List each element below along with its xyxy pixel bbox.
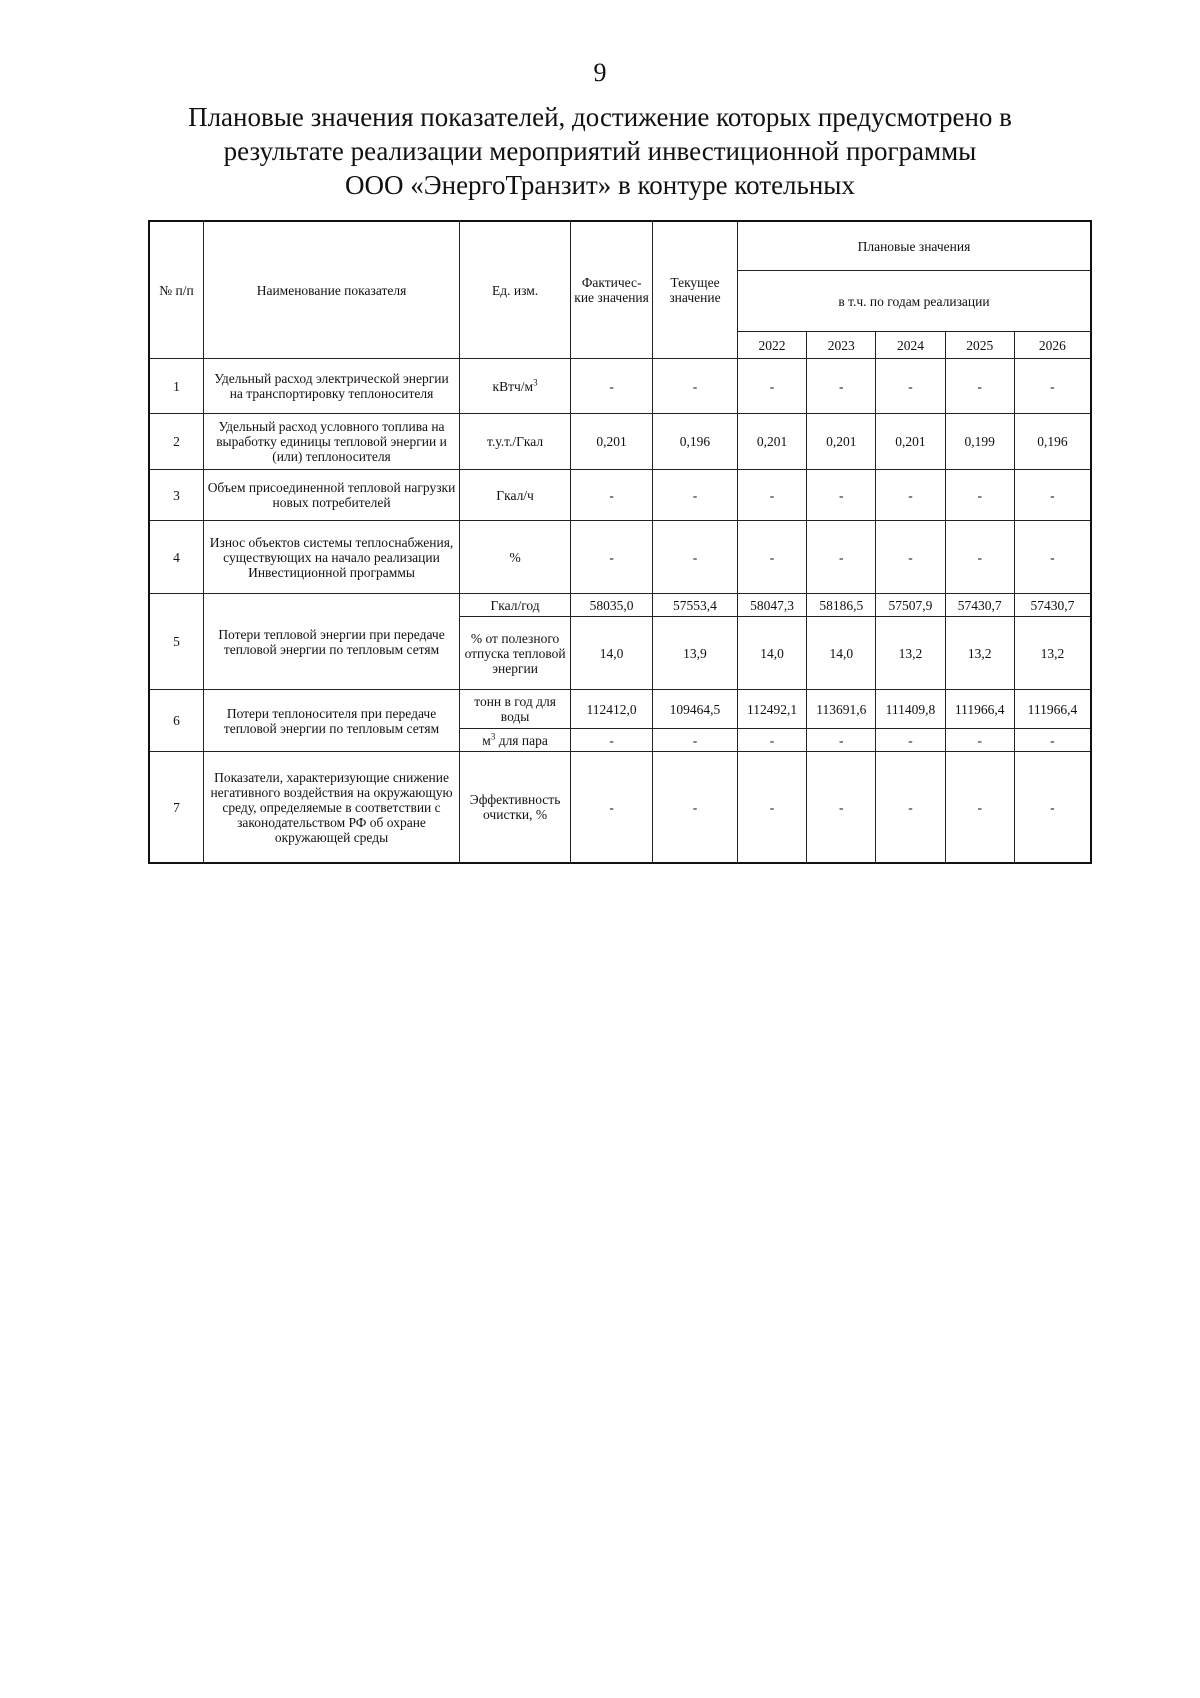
row-year-value: 58186,5 [807, 594, 876, 617]
row-year-value: 13,2 [1014, 617, 1091, 690]
row-num: 3 [149, 470, 204, 521]
row-year-value: - [807, 752, 876, 864]
row-year-value: 111966,4 [945, 690, 1014, 729]
row-name: Износ объектов системы теплоснабжения, существующих на начало реализации Инвестиционной программы [204, 521, 460, 594]
row-year-value: 0,199 [945, 414, 1014, 470]
row-year-value: - [876, 521, 945, 594]
row-unit: % от полезного отпуска тепловой энергии [459, 617, 570, 690]
title-line-1: Плановые значения показателей, достижение которых предусмотрено в [188, 102, 1012, 132]
row-year-value: - [1014, 752, 1091, 864]
row-actual: 14,0 [571, 617, 653, 690]
header-year-2022: 2022 [737, 332, 806, 359]
row-unit: $м^3$ для пара [459, 729, 570, 752]
header-unit: Ед. изм. [459, 221, 570, 359]
row-unit: т.у.т./Гкал [459, 414, 570, 470]
row-actual: 112412,0 [571, 690, 653, 729]
header-planned: Плановые значения [737, 221, 1091, 271]
row-actual: - [571, 521, 653, 594]
row-year-value: - [737, 752, 806, 864]
row-current: 0,196 [652, 414, 737, 470]
row-year-value: 14,0 [737, 617, 806, 690]
row-name: Потери тепловой энергии при передаче тепловой энергии по тепловым сетям [204, 594, 460, 690]
row-num: 7 [149, 752, 204, 864]
row-year-value: 57507,9 [876, 594, 945, 617]
row-num: 2 [149, 414, 204, 470]
row-year-value: - [807, 359, 876, 414]
row-current: - [652, 729, 737, 752]
row-current: - [652, 521, 737, 594]
row-year-value: - [737, 359, 806, 414]
table-row [149, 752, 1091, 864]
header-num: № п/п [149, 221, 204, 359]
row-actual: - [571, 752, 653, 864]
row-year-value: - [876, 470, 945, 521]
row-year-value: 113691,6 [807, 690, 876, 729]
row-year-value: 14,0 [807, 617, 876, 690]
row-name: Показатели, характеризующие снижение негативного воздействия на окружающую среду, определяемые в соответствии с законодательством РФ об охране окружающей среды [204, 752, 460, 864]
row-year-value: - [945, 470, 1014, 521]
row-year-value: - [945, 521, 1014, 594]
row-year-value: 13,2 [945, 617, 1014, 690]
row-name: Удельный расход условного топлива на выработку единицы тепловой энергии и (или) теплоносителя [204, 414, 460, 470]
row-current: 13,9 [652, 617, 737, 690]
row-year-value: - [807, 521, 876, 594]
row-year-value: 111966,4 [1014, 690, 1091, 729]
row-year-value: - [737, 729, 806, 752]
row-year-value: - [945, 752, 1014, 864]
row-current: - [652, 470, 737, 521]
row-unit: Эффективность очистки, % [459, 752, 570, 864]
row-year-value: 57430,7 [1014, 594, 1091, 617]
row-year-value: - [807, 729, 876, 752]
row-num: 6 [149, 690, 204, 752]
header-current: Текущее значение [652, 221, 737, 359]
row-year-value: 57430,7 [945, 594, 1014, 617]
row-year-value: - [945, 359, 1014, 414]
row-current: 57553,4 [652, 594, 737, 617]
table-row [149, 359, 1091, 414]
row-year-value: - [876, 359, 945, 414]
row-actual: - [571, 359, 653, 414]
row-current: - [652, 752, 737, 864]
row-year-value: - [737, 521, 806, 594]
row-year-value: - [1014, 359, 1091, 414]
row-unit: тонн в год для воды [459, 690, 570, 729]
row-actual: 0,201 [571, 414, 653, 470]
row-num: 5 [149, 594, 204, 690]
row-year-value: 0,201 [876, 414, 945, 470]
row-actual: 58035,0 [571, 594, 653, 617]
row-year-value: 0,201 [807, 414, 876, 470]
row-year-value: 13,2 [876, 617, 945, 690]
row-unit: Гкал/год [459, 594, 570, 617]
row-year-value: 58047,3 [737, 594, 806, 617]
row-name: Объем присоединенной тепловой нагрузки новых потребителей [204, 470, 460, 521]
page-number: 9 [593, 58, 607, 87]
table-row [149, 414, 1091, 470]
row-num: 1 [149, 359, 204, 414]
row-name: Потери теплоносителя при передаче тепловой энергии по тепловым сетям [204, 690, 460, 752]
header-year-2026: 2026 [1014, 332, 1091, 359]
row-year-value: - [1014, 729, 1091, 752]
header-year-2025: 2025 [945, 332, 1014, 359]
row-year-value: - [945, 729, 1014, 752]
row-year-value: - [737, 470, 806, 521]
row-year-value: 0,196 [1014, 414, 1091, 470]
table-row [149, 690, 1091, 729]
row-year-value: 112492,1 [737, 690, 806, 729]
row-actual: - [571, 470, 653, 521]
row-year-value: 111409,8 [876, 690, 945, 729]
document-title [150, 100, 1050, 202]
row-year-value: - [1014, 470, 1091, 521]
header-by-years: в т.ч. по годам реализации [737, 271, 1091, 332]
header-year-2023: 2023 [807, 332, 876, 359]
table-row [149, 470, 1091, 521]
title-line-3: ООО «ЭнергоТранзит» в контуре котельных [345, 170, 855, 200]
header-name: Наименование показателя [204, 221, 460, 359]
table-row [149, 594, 1091, 617]
row-year-value: - [876, 729, 945, 752]
indicators-table [148, 220, 1092, 864]
row-year-value: 0,201 [737, 414, 806, 470]
row-num: 4 [149, 521, 204, 594]
header-year-2024: 2024 [876, 332, 945, 359]
row-unit: Гкал/ч [459, 470, 570, 521]
row-unit: % [459, 521, 570, 594]
row-name: Удельный расход электрической энергии на транспортировку теплоносителя [204, 359, 460, 414]
table-row [149, 521, 1091, 594]
row-unit: кВтч/$м^3$ [459, 359, 570, 414]
row-year-value: - [876, 752, 945, 864]
row-actual: - [571, 729, 653, 752]
title-line-2: результате реализации мероприятий инвестиционной программы [223, 136, 977, 166]
row-current: - [652, 359, 737, 414]
row-year-value: - [807, 470, 876, 521]
row-year-value: - [1014, 521, 1091, 594]
row-current: 109464,5 [652, 690, 737, 729]
header-actual: Фактичес-кие значения [571, 221, 653, 359]
